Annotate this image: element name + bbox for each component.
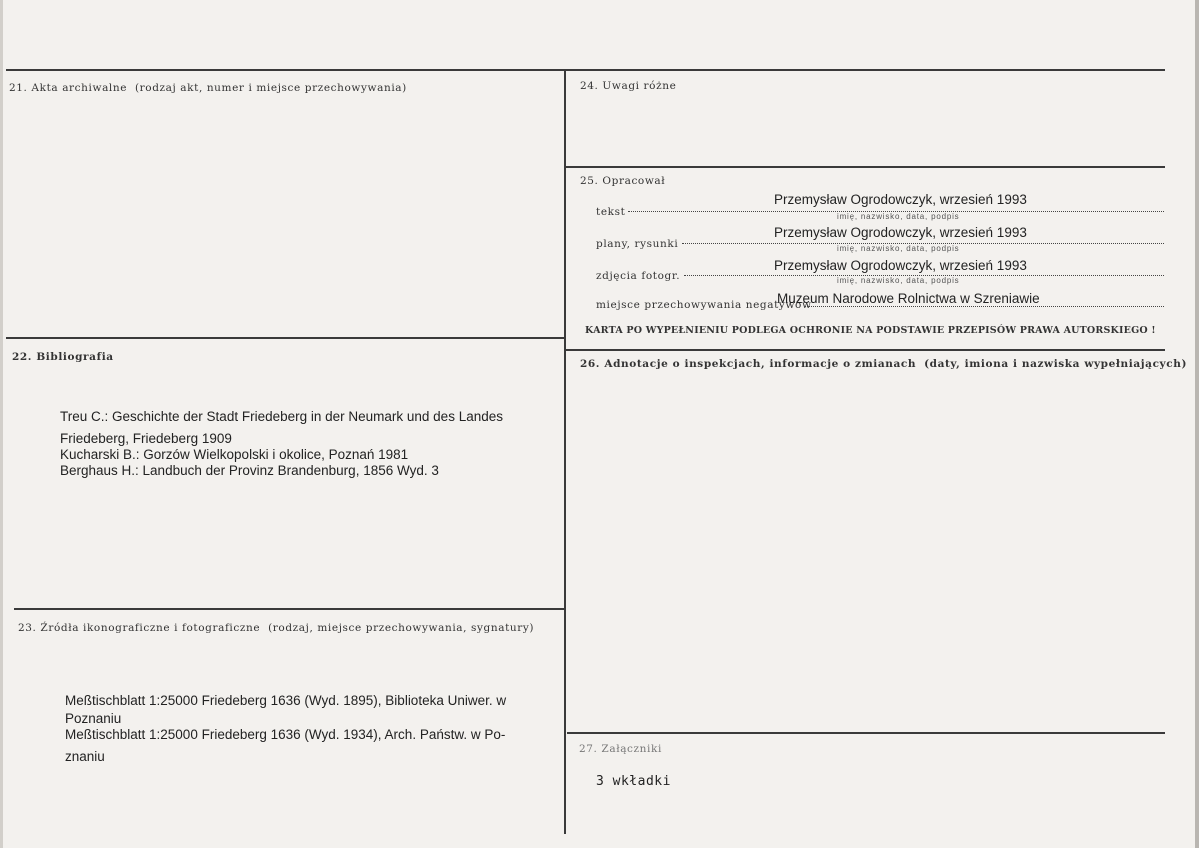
center-divider: [564, 69, 566, 834]
section-25-label: [580, 175, 665, 187]
row-drawings-hint: imię, nazwisko, data, podpis: [837, 244, 960, 253]
top-rule: [6, 69, 1165, 71]
section-21-label: [9, 82, 407, 94]
row-photos-hint: imię, nazwisko, data, podpis: [837, 276, 960, 285]
section-26-subtitle: (daty, imiona i nazwiska wypełniających): [924, 358, 1188, 370]
row-drawings-label: plany, rysunki: [596, 238, 679, 250]
row-text-value: Przemysław Ogrodowczyk, wrzesień 1993: [774, 192, 1027, 207]
section-21-subtitle: (rodzaj akt, numer i miejsce przechowywania): [134, 82, 407, 94]
iconography-line-4: znaniu: [65, 749, 105, 764]
section-27-label: [579, 743, 662, 755]
section-22-label: [12, 351, 114, 363]
rule-24-25: [565, 166, 1165, 168]
section-24-label: [580, 80, 676, 92]
bibliography-line-3: Kucharski B.: Gorzów Wielkopolski i okolice, Poznań 1981: [60, 447, 409, 462]
iconography-line-1: Meßtischblatt 1:25000 Friedeberg 1636 (Wyd. 1895), Biblioteka Uniwer. w: [65, 693, 507, 708]
section-23-title: 23. Źródła ikonograficzne i fotograficzne: [18, 622, 261, 634]
section-25-title: 25. Opracował: [580, 175, 666, 187]
rule-21-22: [6, 337, 565, 339]
rule-26-27: [567, 732, 1165, 734]
bibliography-line-4: Berghaus H.: Landbuch der Provinz Brandenburg, 1856 Wyd. 3: [60, 463, 439, 478]
rule-22-23: [14, 608, 565, 610]
iconography-line-3: Meßtischblatt 1:25000 Friedeberg 1636 (Wyd. 1934), Arch. Państw. w Po-: [65, 727, 506, 742]
bibliography-line-2: Friedeberg, Friedeberg 1909: [60, 431, 232, 446]
row-drawings-value: Przemysław Ogrodowczyk, wrzesień 1993: [774, 225, 1027, 240]
copyright-notice: KARTA PO WYPEŁNIENIU PODLEGA OCHRONIE NA PODSTAWIE PRZEPISÓW PRAWA AUTORSKIEGO !: [585, 325, 1156, 336]
rule-25-26: [565, 349, 1165, 351]
iconography-line-2: Poznaniu: [65, 711, 122, 726]
section-24-title: 24. Uwagi różne: [580, 80, 677, 92]
section-22-title: 22. Bibliografia: [12, 351, 114, 363]
section-21-title: 21. Akta archiwalne: [9, 82, 128, 94]
negatives-value: Muzeum Narodowe Rolnictwa w Szreniawie: [777, 291, 1040, 306]
row-text-hint: imię, nazwisko, data, podpis: [837, 212, 960, 221]
section-27-title: 27. Załączniki: [579, 743, 662, 755]
row-photos-value: Przemysław Ogrodowczyk, wrzesień 1993: [774, 258, 1027, 273]
row-photos-label: zdjęcia fotogr.: [596, 270, 681, 282]
section-23-label: [18, 622, 534, 634]
card-right-edge: [1195, 0, 1199, 848]
row-text-label: tekst: [596, 206, 626, 218]
card-left-edge: [0, 0, 3, 848]
section-23-subtitle: (rodzaj, miejsce przechowywania, sygnatury): [268, 622, 535, 634]
attachments-value: 3 wkładki: [596, 774, 671, 789]
section-26-title: 26. Adnotacje o inspekcjach, informacje o zmianach: [580, 358, 917, 370]
section-26-label: [580, 358, 1187, 370]
bibliography-line-1: Treu C.: Geschichte der Stadt Friedeberg in der Neumark und des Landes: [60, 409, 503, 424]
negatives-label: miejsce przechowywania negatywów: [596, 299, 812, 311]
